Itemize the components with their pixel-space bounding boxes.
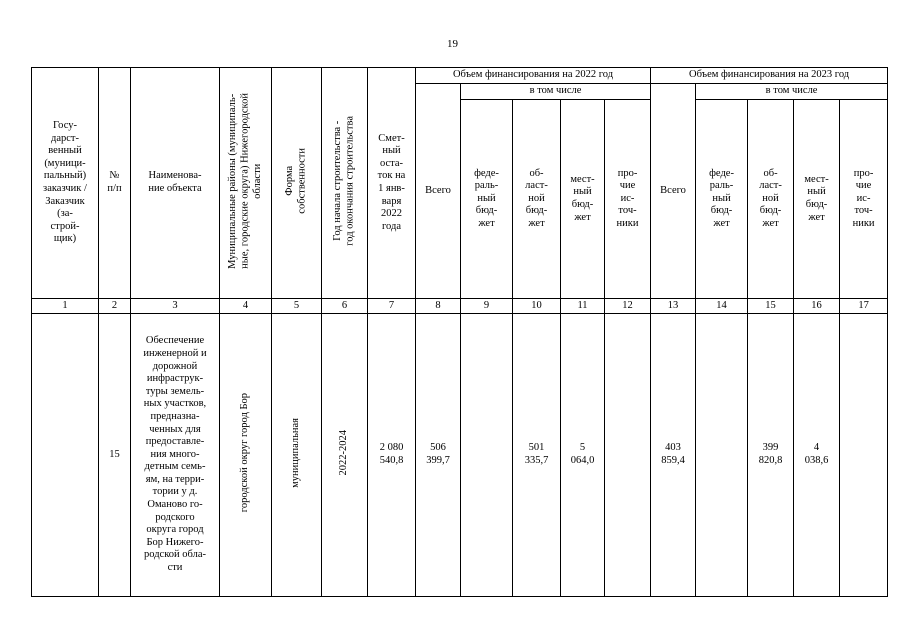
cell-customer bbox=[32, 314, 99, 597]
column-number: 2 bbox=[99, 299, 131, 314]
column-number: 14 bbox=[696, 299, 748, 314]
column-number: 1 bbox=[32, 299, 99, 314]
header-districts: Муниципальные районы (муниципаль- ные, городские округа) Нижегородской области bbox=[226, 92, 263, 269]
header-other-2023: про- чие ис- точ- ники bbox=[840, 100, 888, 299]
column-number: 3 bbox=[131, 299, 220, 314]
header-regional-2022: об- ласт- ной бюд- жет bbox=[513, 100, 561, 299]
cell-num: 15 bbox=[99, 314, 131, 597]
header-remaining: Смет- ный оста- ток на 1 янв- варя 2022 года bbox=[368, 68, 416, 299]
column-number: 5 bbox=[272, 299, 322, 314]
header-fin-2023: Объем финансирования на 2023 год bbox=[651, 68, 888, 84]
table-row bbox=[32, 314, 888, 597]
header-num: № п/п bbox=[99, 68, 131, 299]
header-including-2023: в том числе bbox=[696, 84, 888, 100]
cell-regional-2023: 399 820,8 bbox=[748, 314, 794, 597]
column-number: 11 bbox=[561, 299, 605, 314]
column-number: 17 bbox=[840, 299, 888, 314]
header-local-2022: мест- ный бюд- жет bbox=[561, 100, 605, 299]
cell-district: городской округ город Бор bbox=[239, 393, 251, 513]
header-total-2023: Всего bbox=[651, 84, 696, 299]
column-number: 15 bbox=[748, 299, 794, 314]
cell-ownership: муниципальная bbox=[290, 417, 302, 488]
header-total-2022: Всего bbox=[416, 84, 461, 299]
cell-total-2023: 403 859,4 bbox=[651, 314, 696, 597]
header-fin-2022: Объем финансирования на 2022 год bbox=[416, 68, 651, 84]
cell-federal-2022 bbox=[461, 314, 513, 597]
page-number: 19 bbox=[447, 38, 458, 50]
header-ownership: Форма собственности bbox=[283, 147, 308, 214]
column-number: 4 bbox=[220, 299, 272, 314]
cell-other-2023 bbox=[840, 314, 888, 597]
cell-total-2022: 506 399,7 bbox=[416, 314, 461, 597]
header-row-1 bbox=[32, 68, 888, 84]
financing-table bbox=[31, 67, 888, 597]
column-number: 12 bbox=[605, 299, 651, 314]
header-years: Год начала строительства - год окончания строительства bbox=[331, 115, 356, 246]
header-customer: Госу- дарст- венный (муници- пальный) заказчик / Заказчик (за- строй- щик) bbox=[32, 68, 99, 299]
header-regional-2023: об- ласт- ной бюд- жет bbox=[748, 100, 794, 299]
column-number: 8 bbox=[416, 299, 461, 314]
header-federal-2022: феде- раль- ный бюд- жет bbox=[461, 100, 513, 299]
column-number: 10 bbox=[513, 299, 561, 314]
column-number: 9 bbox=[461, 299, 513, 314]
cell-remaining: 2 080 540,8 bbox=[368, 314, 416, 597]
header-federal-2023: феде- раль- ный бюд- жет bbox=[696, 100, 748, 299]
header-object-name: Наименова- ние объекта bbox=[131, 68, 220, 299]
cell-years: 2022-2024 bbox=[338, 429, 350, 476]
column-number: 16 bbox=[794, 299, 840, 314]
cell-regional-2022: 501 335,7 bbox=[513, 314, 561, 597]
cell-other-2022 bbox=[605, 314, 651, 597]
cell-local-2022: 5 064,0 bbox=[561, 314, 605, 597]
header-including-2022: в том числе bbox=[461, 84, 651, 100]
cell-federal-2023 bbox=[696, 314, 748, 597]
column-number-row bbox=[32, 299, 888, 314]
cell-object-name: Обеспечение инженерной и дорожной инфраструк- туры земель- ных участков, предназна- ченных для предоставле- ния много- детным семь- ям, на терри- тории у д. Оманово го- родского округа город Бор Нижего- родской обла- сти bbox=[131, 314, 220, 597]
header-other-2022: про- чие ис- точ- ники bbox=[605, 100, 651, 299]
column-number: 6 bbox=[322, 299, 368, 314]
column-number: 13 bbox=[651, 299, 696, 314]
column-number: 7 bbox=[368, 299, 416, 314]
cell-local-2023: 4 038,6 bbox=[794, 314, 840, 597]
header-local-2023: мест- ный бюд- жет bbox=[794, 100, 840, 299]
